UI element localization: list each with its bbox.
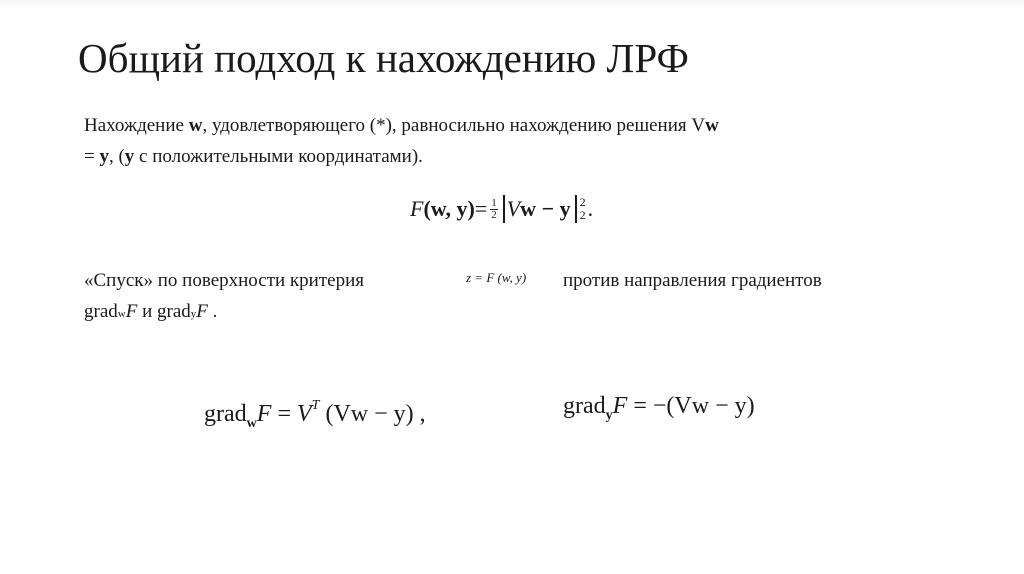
fraction-numerator: 1 (491, 196, 497, 209)
text-segment: с положительными координатами). (134, 146, 423, 167)
subscript-w: w (117, 308, 126, 320)
formula-grad-w (204, 382, 426, 448)
vector-w: w (705, 115, 719, 136)
formula-grad-y (563, 382, 755, 440)
formula-objective (410, 188, 593, 230)
formula-norm (503, 195, 577, 223)
text-segment: , удовлетворяющего (*), равносильно нахождению решения V (202, 115, 706, 136)
formula-equals: = (627, 393, 653, 419)
fraction-denominator: 2 (491, 208, 497, 221)
text-segment: . (207, 301, 218, 322)
norm-index: 2 (579, 208, 586, 222)
formula-fraction (490, 198, 498, 221)
top-shadow-line (0, 0, 1024, 8)
symbol-F: F (256, 401, 272, 427)
formula-period: . (587, 196, 594, 221)
grad-operator: grad (563, 393, 606, 419)
text-segment: grad (84, 301, 118, 322)
grad-subscript-w: w (246, 416, 257, 431)
norm-argument: w − y (520, 196, 571, 221)
transpose-superscript: T (311, 398, 320, 413)
text-segment: и grad (137, 301, 191, 322)
grad-operator: grad (204, 401, 247, 427)
symbol-F: F (125, 301, 138, 322)
symbol-F: F (612, 393, 628, 419)
inline-formula-z: z = F (w, y) (460, 263, 532, 293)
grad-subscript-y: y (605, 408, 613, 423)
paragraph-2-line-1-right: против направления градиентов (563, 270, 822, 291)
formula-args: (w, y) (423, 196, 475, 221)
text-segment: , ( (108, 146, 125, 167)
paragraph-2-line-2 (84, 296, 217, 330)
formula-rest: (Vw − y) , (319, 401, 426, 427)
vector-y: y (124, 146, 135, 167)
formula-equals: = (271, 401, 297, 427)
subscript-y: y (190, 308, 197, 320)
vector-y: y (99, 146, 109, 167)
formula-equals: = (474, 196, 488, 221)
formula-symbol: F (410, 196, 424, 221)
symbol-F: F (196, 301, 208, 322)
vector-w: w (188, 115, 203, 136)
matrix-v: V (506, 196, 521, 221)
paragraph-1-line-1 (84, 110, 964, 141)
paragraph-1 (84, 110, 964, 172)
paragraph-2-line-1-left: «Спуск» по поверхности критерия (84, 270, 364, 291)
slide-title: Общий подход к нахождению ЛРФ (78, 35, 689, 81)
norm-exponents (580, 196, 586, 222)
matrix-v: V (297, 401, 312, 427)
formula-rest: −(Vw − y) (652, 393, 755, 419)
paragraph-1-line-2 (84, 141, 964, 172)
norm-power: 2 (579, 195, 586, 209)
text-segment: = (84, 146, 100, 167)
text-segment: Нахождение (84, 115, 189, 136)
